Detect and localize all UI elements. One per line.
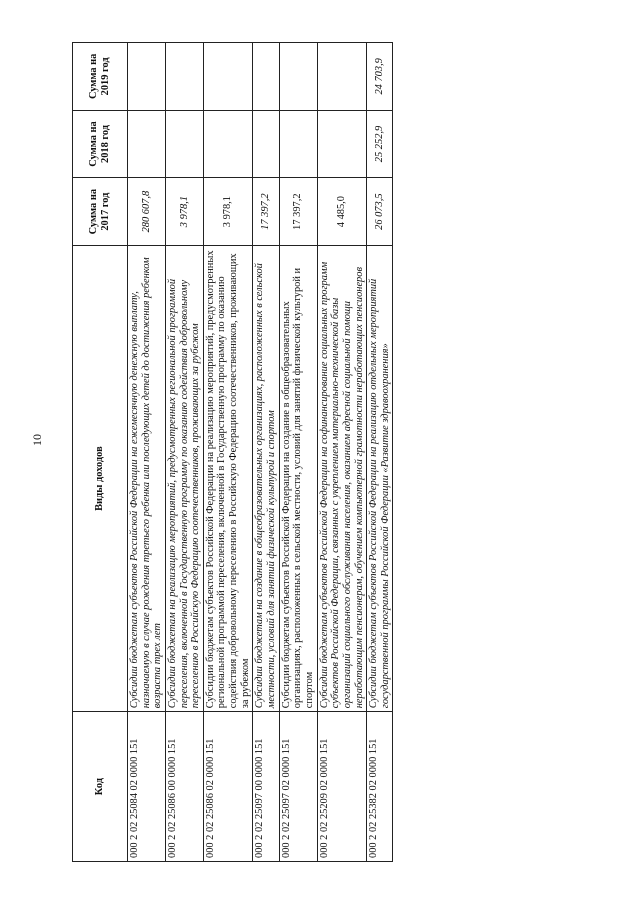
row-name: Субсидии бюджетам субъектов Российской Федерации на ежемесячную денежную выплату, назначаемую в случае рождения третьего ребенка или последующих детей до достижения ребенком возраста трех лет: [128, 245, 166, 711]
row-name: Субсидии бюджетам субъектов Российской Федерации на реализацию мероприятий, предусмотренных региональной программой переселения, включенной в Государственную программу по оказанию содействия добровольному переселению в Российскую Федерацию соотечественников, проживающих за рубежом: [203, 245, 253, 711]
row-sum-2019: [253, 43, 279, 111]
row-sum-2018: [317, 110, 367, 178]
row-sum-2019: [317, 43, 367, 111]
row-sum-2019: 24 703,9: [367, 43, 393, 111]
row-sum-2018: [203, 110, 253, 178]
header-sum-2018: Сумма на 2018 год: [73, 110, 128, 178]
row-name: Субсидии бюджетам на создание в общеобразовательных организациях, расположенных в сельской местности, условий для занятий физической культурой и спортом: [253, 245, 279, 711]
row-sum-2018: [165, 110, 203, 178]
page-number: 10: [30, 434, 44, 446]
row-sum-2019: [165, 43, 203, 111]
row-name: Субсидии бюджетам субъектов Российской Федерации на софинансирование социальных программ субъектов Российской Федерации, связанных с укреплением материально-технической базы организаций социального обслуживания населения, оказанием адресной социальной помощи неработающим пенсионерам, обучением компьютерной грамотности неработающих пенсионеров: [317, 245, 367, 711]
header-sum-2019: Сумма на 2019 год: [73, 43, 128, 111]
row-name: Субсидии бюджетам на реализацию мероприятий, предусмотренных региональной программой переселения, включенной в Государственную программу по оказанию содействия добровольному переселению в Российскую Федерацию соотечественников, проживающих за рубежом: [165, 245, 203, 711]
row-code: 000 2 02 25084 02 0000 151: [128, 712, 166, 862]
rotated-page-content: [72, 42, 632, 862]
header-type: Виды доходов: [73, 245, 128, 711]
row-sum-2018: [128, 110, 166, 178]
row-code: 000 2 02 25382 02 0000 151: [367, 712, 393, 862]
row-sum-2019: [279, 43, 317, 111]
row-code: 000 2 02 25097 00 0000 151: [253, 712, 279, 862]
table-row: [203, 43, 253, 862]
row-name: Субсидии бюджетам субъектов Российской Федерации на реализацию отдельных мероприятий государственной программы Российской Федерации «Развитие здравоохранения»: [367, 245, 393, 711]
row-code: 000 2 02 25086 02 0000 151: [203, 712, 253, 862]
row-sum-2017: 280 607,8: [128, 178, 166, 246]
row-sum-2017: 17 397,2: [279, 178, 317, 246]
table-header-row: [73, 43, 128, 862]
row-sum-2017: 3 978,1: [165, 178, 203, 246]
table-row: [317, 43, 367, 862]
table-row: [253, 43, 279, 862]
row-sum-2018: 25 252,9: [367, 110, 393, 178]
row-sum-2017: 4 485,0: [317, 178, 367, 246]
table-row: [367, 43, 393, 862]
row-sum-2018: [253, 110, 279, 178]
row-sum-2018: [279, 110, 317, 178]
row-sum-2017: 17 397,2: [253, 178, 279, 246]
row-code: 000 2 02 25209 02 0000 151: [317, 712, 367, 862]
table-row: [128, 43, 166, 862]
row-name: Субсидии бюджетам субъектов Российской Федерации на создание в общеобразовательных организациях, расположенных в сельской местности, условий для занятий физической культурой и спортом: [279, 245, 317, 711]
row-code: 000 2 02 25097 02 0000 151: [279, 712, 317, 862]
row-sum-2019: [128, 43, 166, 111]
row-sum-2017: 26 073,5: [367, 178, 393, 246]
table-row: [165, 43, 203, 862]
header-code: Код: [73, 712, 128, 862]
row-code: 000 2 02 25086 00 0000 151: [165, 712, 203, 862]
row-sum-2017: 3 978,1: [203, 178, 253, 246]
table-row: [279, 43, 317, 862]
revenue-table: [72, 42, 393, 862]
header-sum-2017: Сумма на 2017 год: [73, 178, 128, 246]
row-sum-2019: [203, 43, 253, 111]
